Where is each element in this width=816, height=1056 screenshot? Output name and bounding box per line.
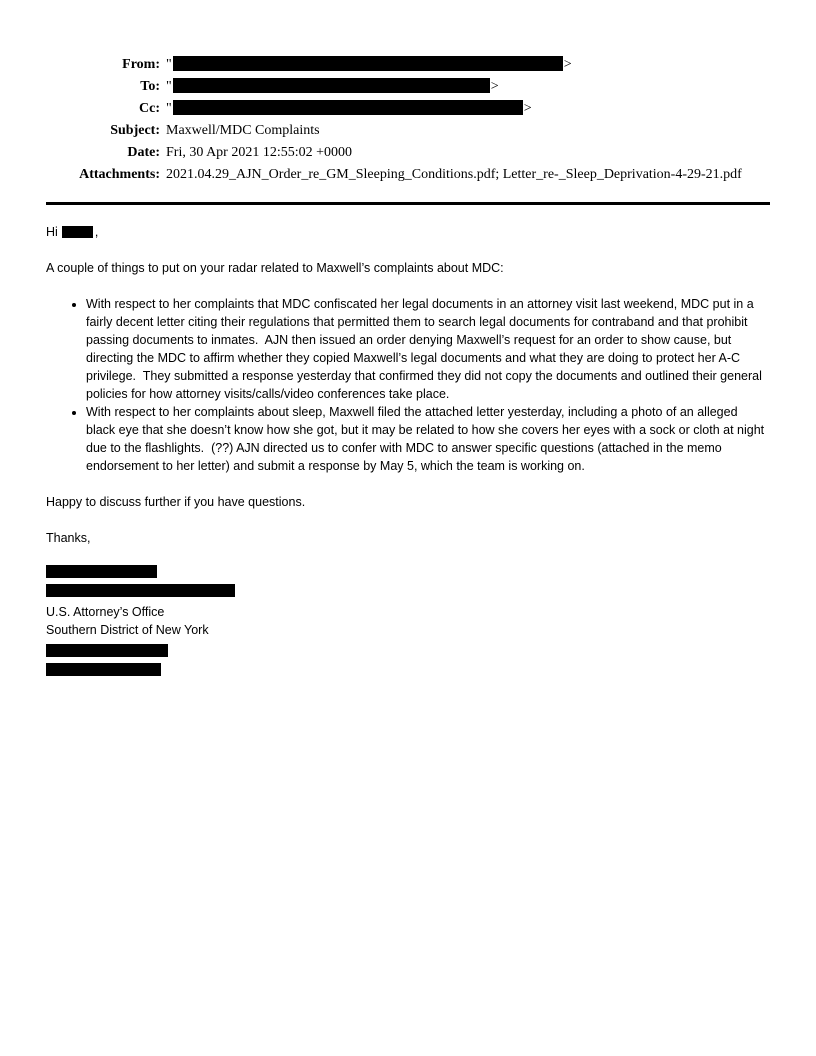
greeting-line [46,223,770,241]
redacted-to-address [173,78,490,93]
bullet-item-legal-documents: • With respect to her complaints that MDC confiscated her legal documents in an attorney visit last weekend, MDC put in a fairly decent letter citing their regulations that permitted them to search legal documents for contraband and that prohibit passing documents to inmates. AJN then issued an order denying Maxwell’s request for an order to show cause, but directing the MDC to affirm whether they copied Maxwell’s legal documents and what they are doing to protect her A-C privilege. They submitted a response yesterday that confirmed they did not copy the documents and outlined their general policies for how attorney visits/calls/video conferences take place. [86,295,770,403]
redacted-sender-title [46,584,235,597]
redacted-cc-address [173,100,523,115]
to-value [160,76,770,98]
from-value [160,54,770,76]
header-row-cc [46,98,770,120]
intro-paragraph: A couple of things to put on your radar related to Maxwell’s complaints about MDC: [46,261,504,275]
redacted-from-address [173,56,563,71]
quote-char: " [166,57,172,72]
email-body [46,223,770,676]
attachments-value: 2021.04.29_AJN_Order_re_GM_Sleeping_Conditions.pdf; Letter_re-_Sleep_Deprivation-4-29-21.pdf [166,167,742,182]
email-header [46,54,770,186]
cc-label: Cc: [139,101,160,116]
angle-char: > [490,79,499,94]
header-divider [46,202,770,205]
bullet-list [46,295,770,475]
attachments-label: Attachments: [79,167,160,182]
quote-char: " [166,79,172,94]
redacted-sender-name [46,565,157,578]
date-value: Fri, 30 Apr 2021 12:55:02 +0000 [166,145,353,160]
header-row-from [46,54,770,76]
quote-char: " [166,101,172,116]
header-row-date [46,142,770,164]
subject-value: Maxwell/MDC Complaints [166,123,320,138]
header-row-subject [46,120,770,142]
date-label: Date: [127,145,160,160]
org-district: Southern District of New York [46,623,209,637]
cc-value [160,98,770,120]
thanks-line: Thanks, [46,531,91,545]
from-label: From: [122,57,160,72]
subject-label: Subject: [110,123,160,138]
org-name: U.S. Attorney’s Office [46,605,165,619]
angle-char: > [523,101,532,116]
header-row-attachments [46,164,770,186]
bullet-item-sleep-complaints: • With respect to her complaints about sleep, Maxwell filed the attached letter yesterday, including a photo of an alleged black eye that she doesn’t know how she got, but it may be related to how she covers her eyes with a sock or cloth at night due to the flashlights. (??) AJN directed us to confer with MDC to answer specific questions (attached in the memo endorsement to her letter) and submit a response by May 5, which the team is working on. [86,403,770,475]
to-label: To: [140,79,160,94]
greeting-text: Hi [46,225,58,239]
greeting-comma: , [94,225,99,239]
redacted-recipient-name [62,226,93,238]
angle-char: > [563,57,572,72]
redacted-contact-1 [46,644,168,657]
closing-paragraph: Happy to discuss further if you have questions. [46,495,306,509]
header-row-to [46,76,770,98]
signature-block [46,565,770,676]
redacted-contact-2 [46,663,161,676]
